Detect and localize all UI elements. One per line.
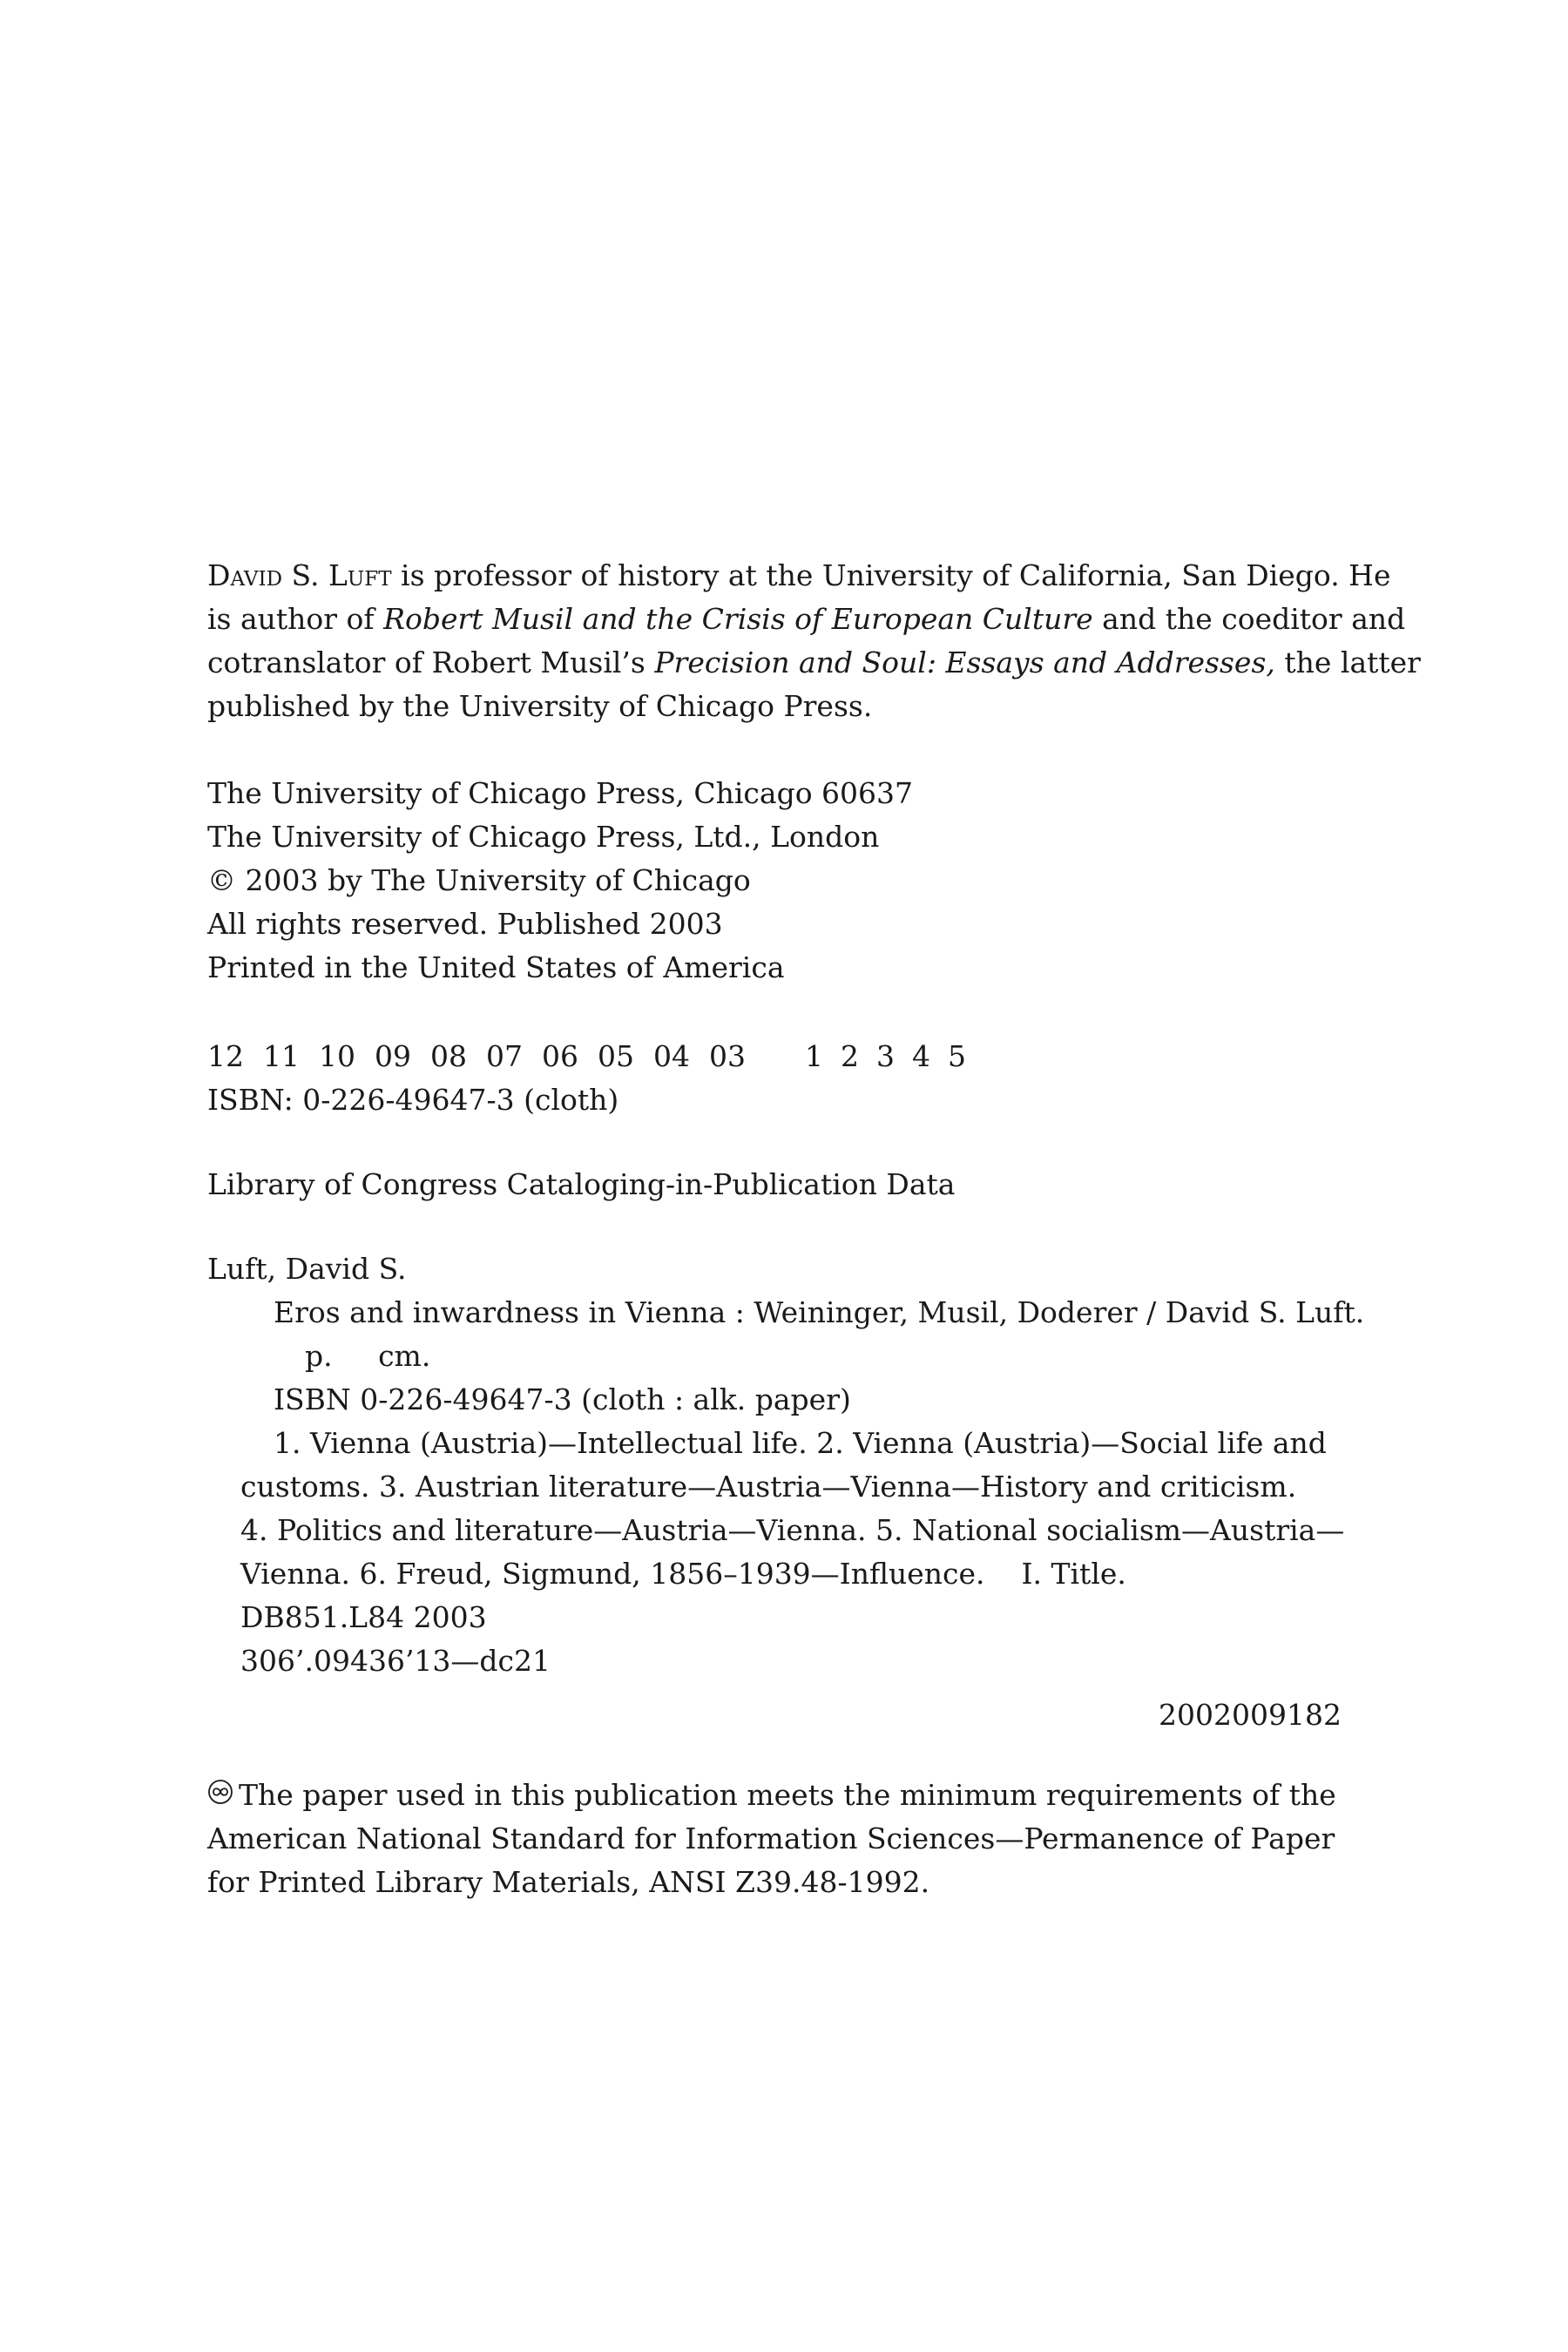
- bio-line-4: published by the University of Chicago Press.: [207, 689, 873, 723]
- author-name: David S. Luft: [207, 558, 392, 592]
- cip-heading: Library of Congress Cataloging-in-Publication Data: [207, 1167, 956, 1201]
- printing-line: [207, 1035, 1375, 1078]
- cip-title: Eros and inwardness in Vienna : Weininger, Musil, Doderer / David S. Luft.: [274, 1295, 1365, 1329]
- copyright-line: © 2003 by The University of Chicago: [207, 863, 751, 897]
- cip-subjects: 4. Politics and literature—Austria—Vienna. 5. National socialism—Austria—: [240, 1513, 1345, 1547]
- book-title-precision: Precision and Soul: Essays and Addresses,: [654, 645, 1275, 679]
- printing-year: 06: [542, 1039, 578, 1073]
- cip-collation: p. cm.: [305, 1339, 431, 1373]
- printing-year: 07: [486, 1039, 523, 1073]
- rights-line: All rights reserved. Published 2003: [207, 907, 723, 941]
- bio-line-2: is author of Robert Musil and the Crisis of European Culture and the coeditor and: [207, 602, 1406, 636]
- publisher-info: [207, 772, 1375, 990]
- impression-number: 3: [876, 1039, 895, 1073]
- press-line: The University of Chicago Press, Ltd., London: [207, 820, 880, 854]
- cip-subjects: Vienna. 6. Freud, Sigmund, 1856–1939—Influence. I. Title.: [240, 1557, 1126, 1591]
- cip-subjects: customs. 3. Austrian literature—Austria—Vienna—History and criticism.: [240, 1470, 1297, 1504]
- impression-number: 5: [948, 1039, 966, 1073]
- book-title-musil: Robert Musil and the Crisis of European Culture: [383, 602, 1093, 636]
- impression-number: 4: [912, 1039, 930, 1073]
- printing-year: 12: [207, 1039, 244, 1073]
- cip-main-entry: Luft, David S.: [207, 1252, 407, 1286]
- lccn-number: 2002009182: [1159, 1698, 1342, 1732]
- printed-line: Printed in the United States of America: [207, 950, 785, 984]
- printing-year: 04: [653, 1039, 690, 1073]
- cip-lc-class: DB851.L84 2003: [240, 1600, 487, 1634]
- printing-year: 11: [263, 1039, 300, 1073]
- printing-year: 03: [709, 1039, 746, 1073]
- printing-year: 08: [430, 1039, 467, 1073]
- paper-permanence-notice: The paper used in this publication meets the minimum requirements of the American National Standard for Information Sciences—Permanence of Paper for Printed Library Materials, ANSI Z39.48-1992.: [207, 1774, 1375, 1904]
- cip-dewey: 306’.09436’13—dc21: [240, 1644, 551, 1678]
- press-line: The University of Chicago Press, Chicago 60637: [207, 776, 914, 810]
- cip-isbn: ISBN 0-226-49647-3 (cloth : alk. paper): [274, 1382, 851, 1416]
- infinity-circle-icon: [207, 1775, 233, 1819]
- bio-line-1: David S. Luft is professor of history at the University of California, San Diego. He: [207, 558, 1391, 592]
- author-bio: [207, 554, 1421, 728]
- impression-number: 1: [805, 1039, 823, 1073]
- printing-year: 05: [598, 1039, 634, 1073]
- cip-record: [207, 1247, 1375, 1683]
- bio-line-3: cotranslator of Robert Musil’s Precision and Soul: Essays and Addresses, the latter: [207, 645, 1421, 679]
- isbn-line: ISBN: 0-226-49647-3 (cloth): [207, 1083, 619, 1117]
- impression-number: 2: [841, 1039, 859, 1073]
- cip-subjects: 1. Vienna (Austria)—Intellectual life. 2. Vienna (Austria)—Social life and: [274, 1426, 1327, 1460]
- printing-year: 10: [319, 1039, 355, 1073]
- printing-year: 09: [375, 1039, 411, 1073]
